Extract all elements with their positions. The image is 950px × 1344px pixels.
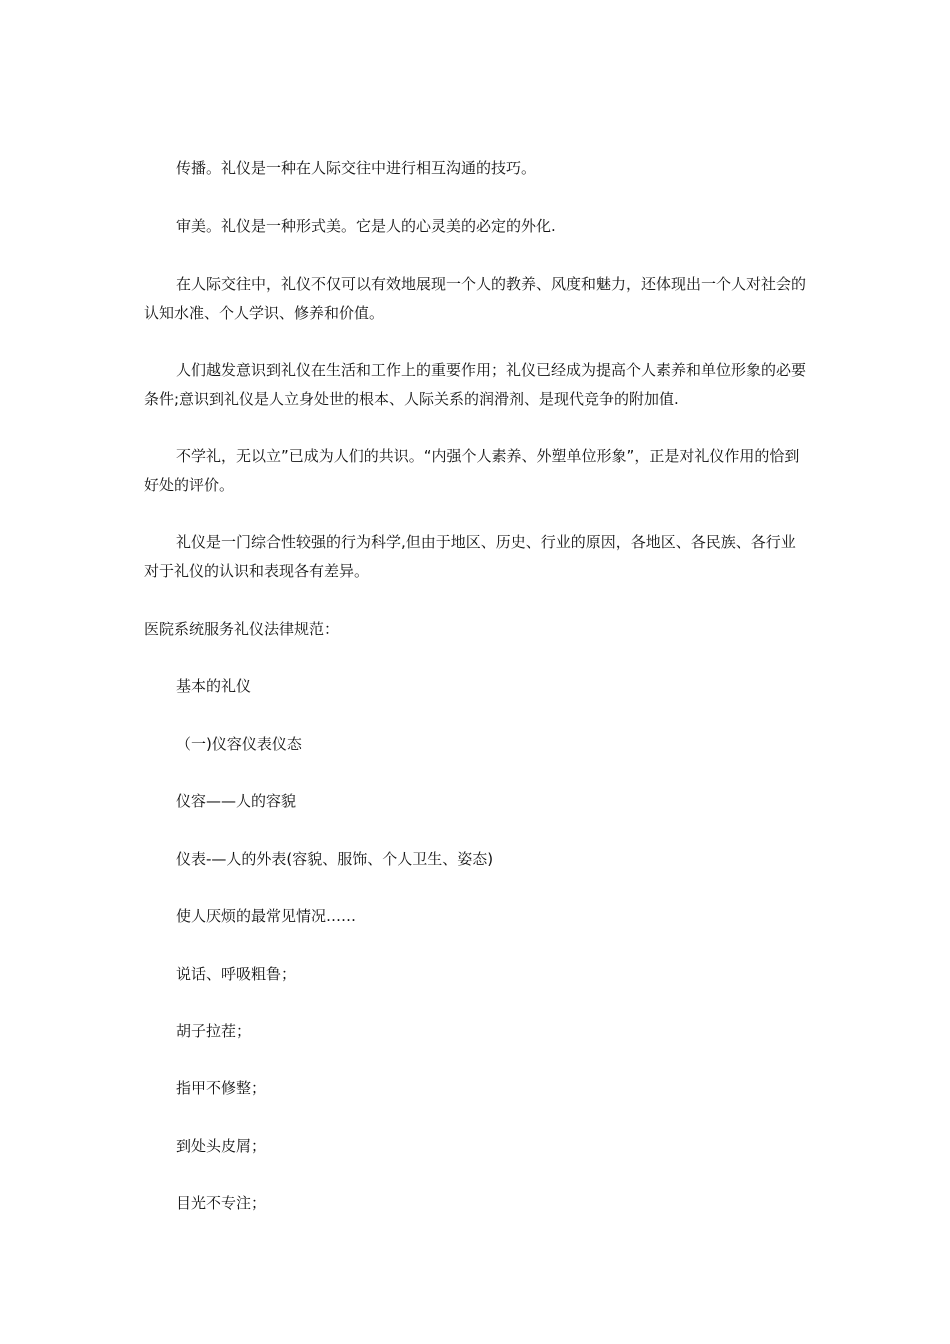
list-item-basic-etiquette: 基本的礼仪 [176,677,252,695]
list-item-gaze: 目光不专注； [176,1194,267,1212]
list-item-countenance: 仪容——人的容貌 [176,792,297,810]
list-item-nails: 指甲不修整； [176,1079,267,1097]
list-item-exterior: 仪表-—人的外表(容貌、服饰、个人卫生、姿态) [176,850,494,868]
section-heading: 医院系统服务礼仪法律规范： [144,620,340,638]
paragraph-science: 礼仪是一门综合性较强的行为科学,但由于地区、历史、行业的原因，各地区、各民族、各行业对于礼仪的认识和表现各有差异。 [144,533,796,580]
paragraph-interaction: 在人际交往中，礼仪不仅可以有效地展现一个人的教养、风度和魅力，还体现出一个人对社会的认知水准、个人学识、修养和价值。 [144,275,807,322]
paragraph-importance: 人们越发意识到礼仪在生活和工作上的重要作用；礼仪已经成为提高个人素养和单位形象的必要条件;意识到礼仪是人立身处世的根本、人际关系的润滑剂、是现代竞争的附加值. [144,361,807,408]
list-item-dandruff: 到处头皮屑； [176,1137,267,1155]
list-item-annoyances: 使人厌烦的最常见情况…… [176,907,357,925]
list-item-appearance: （一)仪容仪表仪态 [176,735,302,753]
list-item-speech: 说话、呼吸粗鲁； [176,965,297,983]
list-item-beard: 胡子拉茬； [176,1022,252,1040]
paragraph-aesthetics: 审美。礼仪是一种形式美。它是人的心灵美的必定的外化. [176,217,556,235]
paragraph-consensus: 不学礼，无以立”已成为人们的共识。“内强个人素养、外塑单位形象”，正是对礼仪作用的恰到好处的评价。 [144,447,800,494]
paragraph-spread: 传播。礼仪是一种在人际交往中进行相互沟通的技巧。 [176,159,537,177]
